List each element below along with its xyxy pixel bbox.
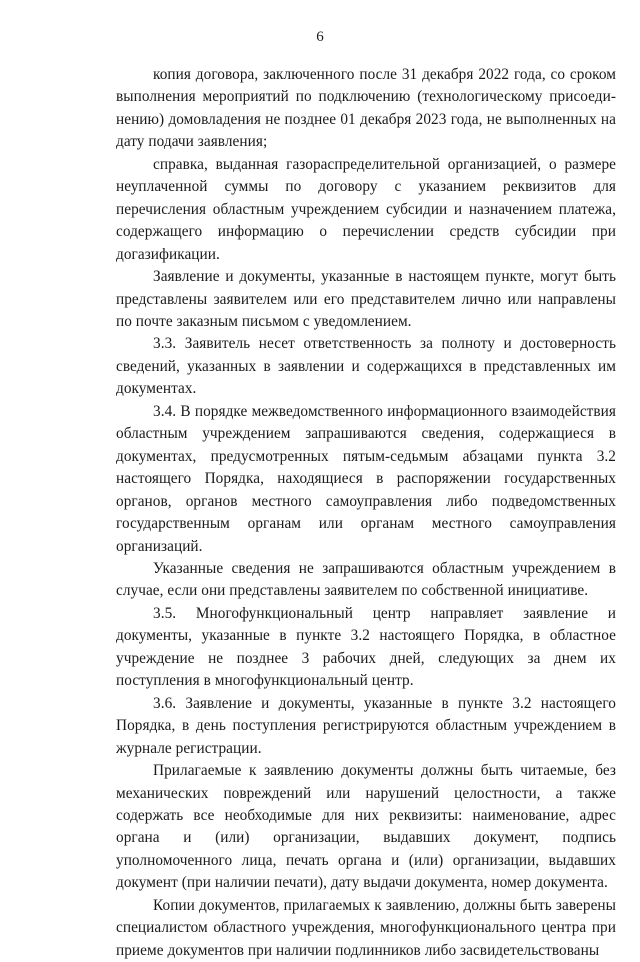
document-body (116, 64, 616, 962)
paragraph-contract-copy: копия договора, заключенного после 31 декабря 2022 года, со сроком выполнения мероприятий по подключению (технологическому присоединению) домовладения не позднее 01 декабря 2023 года, не выполненных на дату подачи заявления; (116, 66, 616, 151)
paragraph-3-6: 3.6. Заявление и документы, указанные в пункте 3.2 настоящего Порядка, в день поступления регистрируются областным учреждением в журнале регистрации. (116, 694, 616, 757)
page-number: 6 (316, 29, 324, 45)
paragraph-submission-methods: Заявление и документы, указанные в настоящем пункте, могут быть представлены заявителем или его представителем лично или направлены по почте заказным письмом с уведомлением. (116, 268, 616, 330)
paragraph-3-4-note: Указанные сведения не запрашиваются областным учреждением в случае, если они представлены заявителем по собственной инициативе. (116, 559, 616, 600)
paragraph-3-4: 3.4. В порядке межведомственного информационного взаимодействия областным учреждением запрашиваются сведения, содержащиеся в документах, предусмотренных пятым-седьмым абзацами пункта 3.2 настоящего Порядка, находящиеся в распоряжении государственных органов, органов местного самоуправления либо подведомственных государственным органам или органам местного самоуправления организаций. (116, 402, 616, 555)
paragraph-3-3: 3.3. Заявитель несет ответственность за полноту и достоверность сведений, указанных в заявлении и содержащихся в представленных им документах. (116, 335, 616, 398)
paragraph-document-copies: Копии документов, прилагаемых к заявлению, должны быть заверены специалистом областного учреждения, многофункционального центра при приеме документов при наличии подлинников либо засвидетельствованы (116, 896, 616, 959)
paragraph-3-5: 3.5. Многофункциональный центр направляет заявление и документы, указанные в пункте 3.2 настоящего Порядка, в областное учреждение не позднее 3 рабочих дней, следующих за днем их поступления в многофункциональный центр. (116, 604, 616, 690)
paragraph-document-requirements: Прилагаемые к заявлению документы должны быть читаемые, без механических повреждений или нарушений целостности, а также содержать все необходимые для них реквизиты: наименование, адрес органа и (или) организации, выдавших документ, подпись уполномоченного лица, печать органа и (или) организации, выдавших документ (при наличии печати), дату выдачи документа, номер документа. (116, 762, 616, 892)
paragraph-gas-certificate: справка, выданная газораспределительной организацией, о размере неуплаченной суммы по договору с указанием реквизитов для перечисления областным учреждением субсидии и назначением платежа, содержащего информацию о перечислении средств субсидии при догазификации. (116, 155, 616, 263)
